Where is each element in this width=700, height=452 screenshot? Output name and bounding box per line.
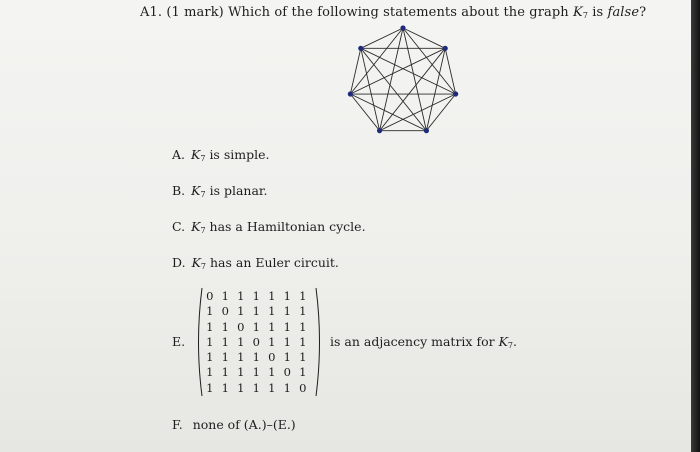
option-c-subscript: 7 [200, 226, 206, 235]
right-edge-strip [691, 0, 700, 452]
matrix-cell: 0 [237, 319, 245, 334]
option-f-label: F. [172, 417, 183, 432]
matrix-cell: 1 [221, 365, 229, 380]
graph-edge [361, 48, 456, 94]
option-a-label: A. [172, 147, 186, 162]
matrix-cell: 1 [268, 319, 276, 334]
matrix-cell: 1 [237, 334, 245, 349]
complete-graph-k7-figure [342, 24, 464, 140]
matrix-cell: 1 [252, 365, 260, 380]
option-a-text: is simple. [209, 147, 270, 162]
matrix-cell: 1 [237, 350, 245, 365]
option-c-symbol: K [191, 219, 201, 234]
question-text-after: is [592, 5, 604, 20]
option-f [172, 417, 296, 432]
matrix-cell: 1 [252, 304, 260, 319]
option-b-symbol: K [191, 183, 201, 198]
option-c [172, 219, 366, 235]
matrix-cell: 0 [221, 304, 229, 319]
matrix-cell: 1 [268, 289, 276, 303]
matrix-cell: 0 [268, 350, 276, 365]
option-d-symbol: K [191, 255, 201, 270]
matrix-cell: 1 [221, 380, 229, 395]
option-d-text: has an Euler circuit. [209, 255, 339, 270]
matrix-cell: 1 [206, 319, 214, 334]
option-d-subscript: 7 [200, 262, 206, 271]
matrix-cell: 1 [283, 304, 291, 319]
matrix-cell: 1 [252, 319, 260, 334]
graph-vertex [358, 46, 363, 51]
matrix-entries [202, 289, 311, 396]
option-c-label: C. [172, 219, 186, 234]
matrix-cell: 1 [237, 289, 245, 303]
graph-subscript: 7 [582, 11, 589, 20]
option-e-label: E. [172, 334, 186, 349]
question-end: ? [639, 5, 647, 20]
option-f-text: none of (A.)–(E.) [192, 417, 296, 432]
option-b-label: B. [172, 183, 186, 198]
matrix-cell: 1 [268, 304, 276, 319]
matrix-cell: 1 [283, 380, 291, 395]
matrix-cell: 1 [206, 350, 214, 365]
matrix-cell: 1 [268, 380, 276, 395]
adjacency-matrix [194, 287, 324, 397]
matrix-cell: 1 [299, 304, 307, 319]
option-a-symbol: K [191, 147, 201, 162]
matrix-cell: 1 [221, 350, 229, 365]
option-e-text [330, 334, 517, 350]
graph-vertex [348, 91, 353, 96]
graph-edge [350, 48, 445, 94]
matrix-cell: 1 [268, 334, 276, 349]
graph-edge [403, 28, 445, 48]
matrix-cell: 1 [206, 334, 214, 349]
matrix-cell: 0 [206, 289, 214, 303]
option-a-subscript: 7 [200, 154, 206, 163]
matrix-cell: 1 [268, 365, 276, 380]
matrix-cell: 1 [237, 365, 245, 380]
option-e-subscript: 7 [507, 341, 514, 350]
matrix-cell: 0 [252, 334, 260, 349]
matrix-cell: 1 [206, 380, 214, 395]
option-b-text: is planar. [209, 183, 268, 198]
graph-symbol: K [573, 5, 583, 20]
matrix-cell: 1 [221, 319, 229, 334]
graph-vertex [377, 128, 382, 133]
matrix-cell: 1 [221, 334, 229, 349]
matrix-cell: 1 [299, 319, 307, 334]
graph-edge [380, 94, 456, 131]
option-d [172, 255, 339, 271]
matrix-cell: 1 [206, 365, 214, 380]
matrix-cell: 1 [237, 304, 245, 319]
matrix-cell: 1 [252, 380, 260, 395]
matrix-cell: 1 [299, 289, 307, 303]
matrix-cell: 1 [299, 365, 307, 380]
matrix-cell: 1 [299, 334, 307, 349]
graph-edge [361, 28, 403, 48]
matrix-cell: 1 [299, 350, 307, 365]
graph-vertex [424, 128, 429, 133]
matrix-cell: 1 [221, 289, 229, 303]
right-parenthesis [314, 287, 324, 397]
graph-vertex [400, 25, 405, 30]
graph-vertex [443, 46, 448, 51]
option-d-label: D. [172, 255, 186, 270]
option-e-end: . [513, 334, 517, 349]
matrix-cell: 1 [252, 289, 260, 303]
matrix-cell: 1 [252, 350, 260, 365]
matrix-cell: 1 [283, 350, 291, 365]
option-a [172, 147, 269, 163]
matrix-cell: 1 [283, 319, 291, 334]
question-text: Which of the following statements about the graph [228, 5, 569, 20]
option-c-text: has a Hamiltonian cycle. [209, 219, 366, 234]
question-marks: (1 mark) [166, 5, 224, 20]
matrix-cell: 1 [283, 289, 291, 303]
question-emphasis: false [607, 5, 640, 20]
matrix-cell: 0 [283, 365, 291, 380]
matrix-cell: 0 [299, 380, 307, 395]
matrix-cell: 1 [283, 334, 291, 349]
option-b [172, 183, 268, 199]
matrix-cell: 1 [206, 304, 214, 319]
matrix-cell: 1 [237, 380, 245, 395]
option-b-subscript: 7 [200, 190, 206, 199]
question-prompt [140, 5, 646, 20]
question-number: A1. [140, 5, 163, 20]
option-e-statement: is an adjacency matrix for [330, 334, 495, 349]
graph-vertex [453, 91, 458, 96]
option-e-symbol: K [498, 334, 508, 349]
graph-edge [350, 94, 426, 131]
